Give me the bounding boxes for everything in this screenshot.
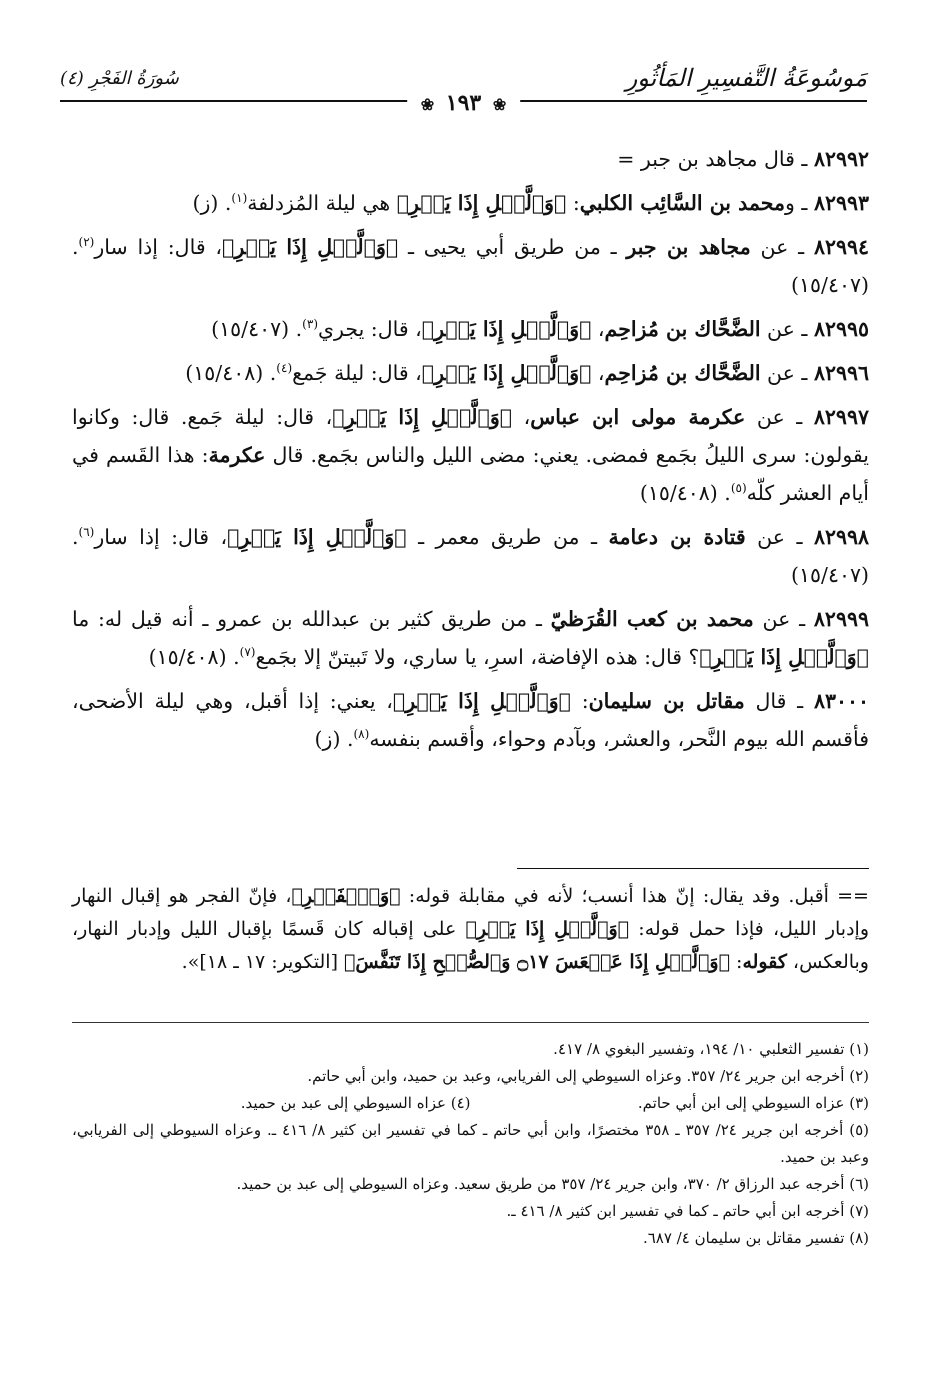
narration-text: ، يعني: إذا أقبل، وهي ليلة الأضحى، فأقسم الله بيوم النَّحر، والعشر، وبآدم وحواء، وأقسم بنفسه bbox=[72, 689, 869, 751]
narration-text: ، bbox=[591, 361, 605, 385]
narration-entry bbox=[72, 228, 869, 304]
narration-text: ـ من طريق أبي يحيى ـ bbox=[398, 235, 627, 259]
volume-reference: (١٥/٤٠٨) bbox=[148, 645, 227, 669]
narration-text: ـ قال bbox=[744, 689, 814, 713]
narration-text: [التكوير: ١٧ ـ ١٨]». bbox=[181, 951, 345, 973]
narration-text: . bbox=[226, 645, 240, 669]
narrator-name: عكرمة bbox=[208, 443, 266, 467]
narration-entry bbox=[72, 310, 869, 348]
narration-text: ـ عن bbox=[753, 607, 814, 631]
narration-number: ٨٢٩٩٢ bbox=[813, 147, 869, 171]
quran-verse: ﴿وَٱلَّيۡلِ إِذَا عَسۡعَسَ ۝١٧ وَٱلصُّبۡحِ إِذَا تَنَفَّسَ﴾ bbox=[344, 951, 730, 973]
footnote-marker: (٢) bbox=[78, 235, 95, 250]
quran-verse: ﴿وَٱلَّيۡلِ إِذَا يَسۡرِ﴾ bbox=[421, 361, 592, 385]
narration-text: ، قال: إذا سار bbox=[94, 525, 228, 549]
narration-text: ـ و bbox=[784, 191, 814, 215]
narration-text: : bbox=[729, 951, 743, 973]
narrator-name: عكرمة مولى ابن عباس bbox=[530, 405, 746, 429]
quran-verse: ﴿وَٱلَّيۡلِ إِذَا يَسۡرِ﴾ bbox=[465, 918, 630, 940]
narration-text: == أقبل. وقد يقال: إنّ هذا أنسب؛ لأنه في مقابلة قوله: bbox=[400, 885, 869, 907]
narrator-name: مجاهد بن جبر bbox=[626, 235, 751, 259]
narrator-name: كقوله bbox=[742, 951, 787, 973]
narration-text: ، قال: إذا سار bbox=[94, 235, 223, 259]
footnote-marker: (٥) bbox=[730, 481, 747, 496]
footnote: (٢) أخرجه ابن جرير ٢٤/ ٣٥٧. وعزاه السيوطي إلى الفريابي، وعبد بن حميد، وابن أبي حاتم. bbox=[307, 1067, 869, 1085]
narrations-body bbox=[72, 140, 869, 764]
narration-text: : bbox=[566, 191, 580, 215]
footnote: (٨) تفسير مقاتل بن سليمان ٤/ ٦٨٧. bbox=[642, 1229, 869, 1247]
quran-verse: ﴿وَٱلَّيۡلِ إِذَا يَسۡرِ﴾ bbox=[332, 405, 513, 429]
footnote-marker: (٧) bbox=[239, 645, 256, 660]
narration-text: ـ عن bbox=[745, 405, 814, 429]
quran-verse: ﴿وَٱلَّيۡلِ إِذَا يَسۡرِ﴾ bbox=[222, 235, 399, 259]
footnote-rule bbox=[72, 1022, 869, 1023]
narrator-name: محمد بن السَّائِب الكلبي bbox=[579, 191, 785, 215]
narration-text: . (ز) bbox=[314, 727, 354, 751]
footnote: (٣) عزاه السيوطي إلى ابن أبي حاتم. bbox=[637, 1094, 869, 1112]
volume-reference: (١٥/٤٠٨) bbox=[639, 481, 718, 505]
narration-text: . bbox=[72, 235, 79, 259]
narration-text: . (ز) bbox=[192, 191, 232, 215]
footnote: (١) تفسير الثعلبي ١٠/ ١٩٤، وتفسير البغوي ٨/ ٤١٧. bbox=[553, 1040, 869, 1058]
footnote-marker: (٤) bbox=[276, 361, 293, 376]
narration-entry bbox=[72, 600, 869, 676]
narrator-name: مقاتل بن سليمان bbox=[588, 689, 745, 713]
narration-number: ٨٢٩٩٤ bbox=[813, 235, 869, 259]
narration-text: هي ليلة المُزدلفة bbox=[247, 191, 397, 215]
narration-text: ـ عن bbox=[760, 361, 814, 385]
narration-text: : هذا القَسم في أيام العشر كلّه bbox=[72, 443, 869, 505]
narration-number: ٨٢٩٩٥ bbox=[813, 317, 869, 341]
narrator-name: الضَّحَّاك بن مُزاحِم bbox=[604, 361, 761, 385]
ornament-icon: ❀ bbox=[420, 95, 435, 114]
narration-text: ـ من طريق معمر ـ bbox=[406, 525, 609, 549]
narration-number: ٨٢٩٩٣ bbox=[813, 191, 869, 215]
narration-text: . bbox=[289, 317, 303, 341]
quran-verse: ﴿وَٱلَّيۡلِ إِذَا يَسۡرِ﴾ bbox=[699, 645, 869, 669]
page-number-block bbox=[407, 90, 521, 116]
volume-reference: (١٥/٤٠٧) bbox=[791, 273, 869, 297]
narration-text: ، فإنّ الفجر هو إقبال النهار وإدبار الليل، فإذا حمل قوله: bbox=[72, 885, 869, 940]
narration-entry bbox=[72, 354, 869, 392]
quran-verse: ﴿وَٱلَّيۡلِ إِذَا يَسۡرِ﴾ bbox=[227, 525, 407, 549]
narration-text: . bbox=[72, 525, 79, 549]
narrator-name: الضَّحَّاك بن مُزاحِم bbox=[604, 317, 761, 341]
narration-text: ، قال: ليلة جَمع bbox=[292, 361, 422, 385]
footnote-marker: (٣) bbox=[302, 317, 318, 332]
narration-entry bbox=[72, 682, 869, 758]
footnote: (٦) أخرجه عبد الرزاق ٢/ ٣٧٠، وابن جرير ٢٤/ ٣٥٧ من طريق سعيد. وعزاه السيوطي إلى عبد بن حميد. bbox=[236, 1175, 869, 1193]
quran-verse: ﴿وَٱلَّيۡلِ إِذَا يَسۡرِ﴾ bbox=[392, 689, 571, 713]
narration-text: ـ عن bbox=[750, 235, 814, 259]
volume-reference: (١٥/٤٠٧) bbox=[211, 317, 290, 341]
narration-text: ـ عن bbox=[745, 525, 814, 549]
narration-text: ، قال: يجري bbox=[318, 317, 422, 341]
narration-text: على إقباله كان قَسمًا بإقبال الليل وإدبار النهار، وبالعكس، bbox=[72, 918, 869, 973]
quran-verse: ﴿وَٱلَّيۡلِ إِذَا يَسۡرِ﴾ bbox=[396, 191, 567, 215]
narrator-name: محمد بن كعب القُرَظيّ bbox=[550, 607, 754, 631]
volume-reference: (١٥/٤٠٧) bbox=[791, 563, 869, 587]
narration-number: ٨٢٩٩٩ bbox=[813, 607, 869, 631]
quran-verse: ﴿وَٱلَّيۡلِ إِذَا يَسۡرِ﴾ bbox=[421, 317, 592, 341]
narration-text: ، قال: ليلة جَمع. قال: وكانوا يقولون: سرى الليلُ بجَمع فمضى. يعني: مضى الليل والناس بجَمع. قال bbox=[72, 405, 869, 467]
book-title: مَوسُوعَةُ التَّفسِيرِ المَأثُورِ bbox=[625, 64, 867, 92]
narration-entry bbox=[72, 398, 869, 512]
footnote-pair bbox=[72, 1090, 869, 1117]
footnote-marker: (١) bbox=[231, 191, 248, 206]
surah-title: سُورَةُ الفَجْرِ (٤) bbox=[60, 68, 179, 89]
continued-note bbox=[72, 880, 869, 979]
narration-number: ٨٢٩٩٧ bbox=[813, 405, 869, 429]
footnote: (٥) أخرجه ابن جرير ٢٤/ ٣٥٧ ـ ٣٥٨ مختصرًا، وابن أبي حاتم ـ كما في تفسير ابن كثير ٨/ ٤١٦ ـ. وعزاه السيوطي إلى الفريابي، وعبد بن حميد. bbox=[72, 1121, 869, 1166]
narration-text: ، bbox=[591, 317, 605, 341]
narration-text: : bbox=[570, 689, 589, 713]
narration-text: ـ عن bbox=[760, 317, 814, 341]
ornament-icon: ❀ bbox=[492, 95, 507, 114]
page-number: ١٩٣ bbox=[445, 90, 482, 116]
footnotes bbox=[72, 1036, 869, 1252]
running-header bbox=[60, 62, 867, 116]
narration-entry bbox=[72, 140, 869, 178]
footnote: (٤) عزاه السيوطي إلى عبد بن حميد. bbox=[240, 1094, 471, 1112]
narration-entry bbox=[72, 184, 869, 222]
narration-text: . bbox=[717, 481, 731, 505]
narration-number: ٨٢٩٩٨ bbox=[813, 525, 869, 549]
section-rule bbox=[517, 868, 869, 869]
quran-verse: ﴿وَٱلۡفَجۡرِ﴾ bbox=[291, 885, 401, 907]
narration-entry bbox=[72, 518, 869, 594]
narration-number: ٨٣٠٠٠ bbox=[813, 689, 869, 713]
footnote-marker: (٨) bbox=[353, 727, 370, 742]
volume-reference: (١٥/٤٠٨) bbox=[185, 361, 264, 385]
narration-number: ٨٢٩٩٦ bbox=[813, 361, 869, 385]
narration-text: ؟ قال: هذه الإفاضة، اسرِ، يا ساري، ولا تَبيتنّ إلا بجَمع bbox=[255, 645, 700, 669]
narration-text: ، bbox=[512, 405, 531, 429]
narrator-name: قتادة بن دعامة bbox=[608, 525, 746, 549]
footnote: (٧) أخرجه ابن أبي حاتم ـ كما في تفسير ابن كثير ٨/ ٤١٦ ـ. bbox=[506, 1202, 869, 1220]
narration-text: . bbox=[263, 361, 277, 385]
footnote-marker: (٦) bbox=[78, 525, 95, 540]
narration-text: ـ من طريق كثير بن عبدالله بن عمرو ـ أنه قيل له: ما bbox=[72, 607, 551, 631]
narration-text: ـ قال مجاهد بن جبر = bbox=[617, 147, 814, 171]
